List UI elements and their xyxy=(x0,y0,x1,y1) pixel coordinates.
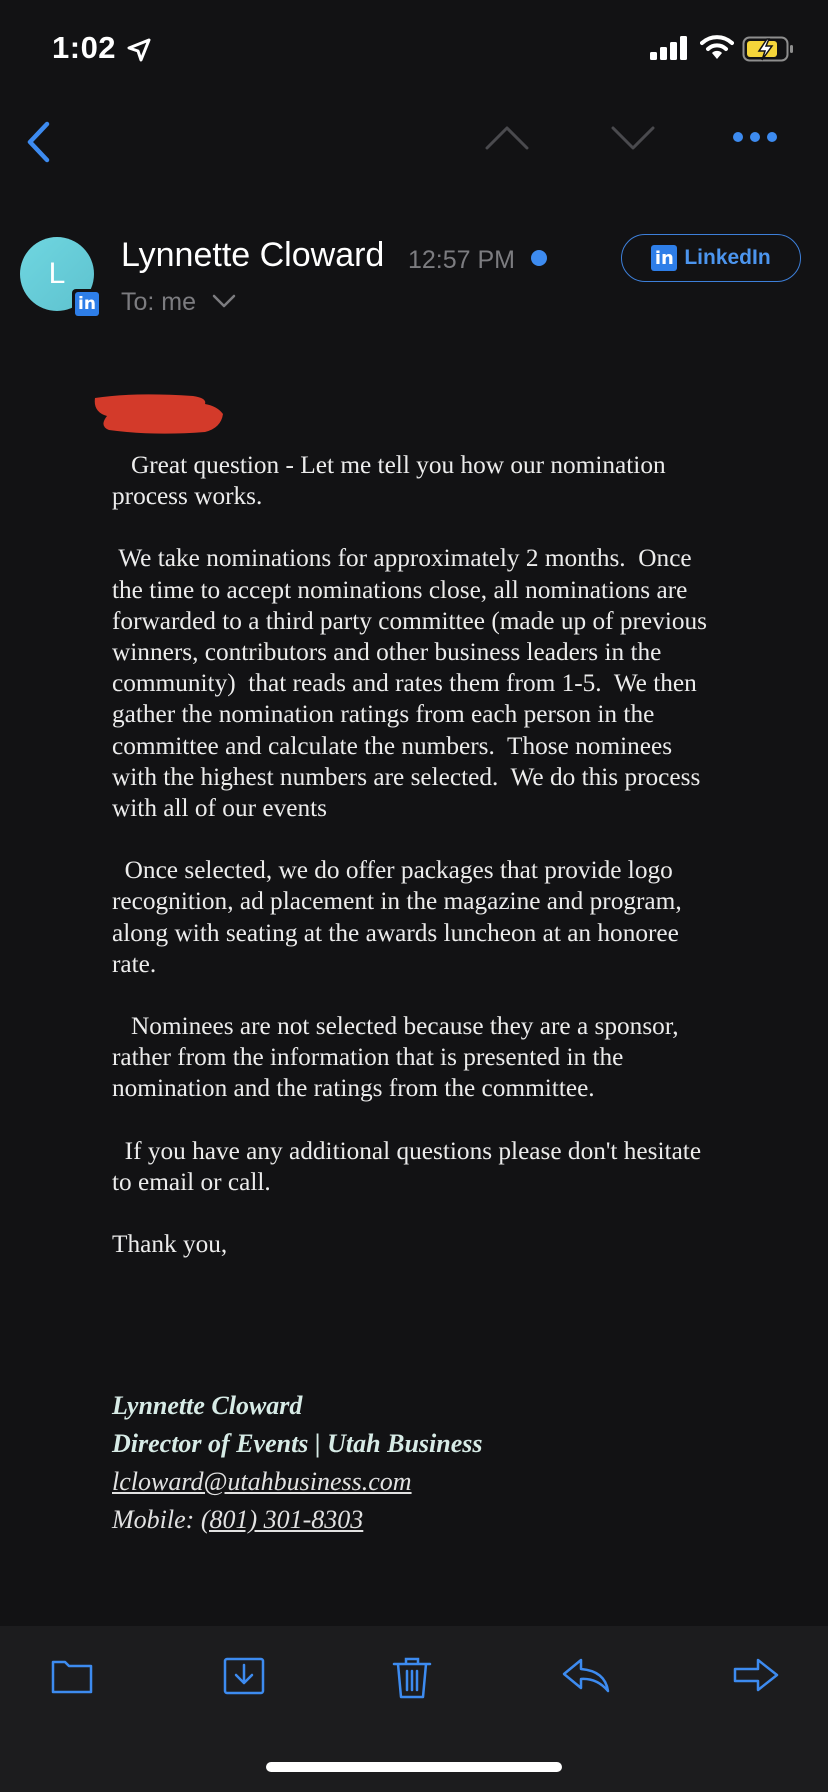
status-time: 1:02 xyxy=(52,30,117,65)
email-body xyxy=(112,450,712,1260)
email-time: 12:57 PM xyxy=(408,246,516,274)
linkedin-icon: in xyxy=(651,245,677,271)
more-icon xyxy=(732,130,778,147)
redacted-name xyxy=(93,392,225,436)
archive-icon[interactable] xyxy=(222,1656,266,1701)
linkedin-icon: in xyxy=(75,292,99,316)
back-button[interactable] xyxy=(22,120,56,164)
previous-message-icon xyxy=(484,139,530,156)
linkedin-button-label: LinkedIn xyxy=(684,246,771,269)
avatar-initial: L xyxy=(48,257,66,290)
next-message-icon xyxy=(610,139,656,156)
location-arrow-icon xyxy=(126,37,152,68)
signature-phone-link[interactable]: (801) 301-8303 xyxy=(200,1505,364,1534)
body-paragraph: If you have any additional questions please don't hesitate to email or call. xyxy=(112,1136,708,1196)
folder-icon[interactable] xyxy=(50,1656,94,1701)
chevron-down-icon[interactable] xyxy=(212,294,236,313)
recipients-toggle[interactable] xyxy=(121,288,196,317)
signature-mobile xyxy=(112,1501,732,1539)
sender-name[interactable]: Lynnette Cloward xyxy=(121,236,385,274)
signature-title: Director of Events | Utah Business xyxy=(112,1429,483,1458)
back-chevron-icon xyxy=(22,151,56,168)
wifi-icon xyxy=(700,34,734,65)
linkedin-button[interactable] xyxy=(621,234,801,282)
recipients-label: To: me xyxy=(121,288,197,316)
linkedin-badge xyxy=(72,289,102,319)
trash-icon[interactable] xyxy=(392,1656,432,1705)
forward-icon[interactable] xyxy=(732,1656,780,1701)
mobile-label: Mobile: xyxy=(112,1505,201,1534)
more-button[interactable] xyxy=(732,130,778,148)
status-bar xyxy=(0,0,828,100)
signature-name: Lynnette Cloward xyxy=(112,1391,303,1420)
body-paragraph: Once selected, we do offer packages that provide logo recognition, ad placement in the magazine and program, along with seating at the awards luncheon at an honoree rate. xyxy=(112,856,688,978)
reply-icon[interactable] xyxy=(561,1656,611,1701)
next-message-button[interactable] xyxy=(610,124,656,157)
email-signature xyxy=(112,1387,732,1539)
battery-charging-icon xyxy=(742,36,796,67)
unread-indicator xyxy=(531,250,547,266)
signature-email-link[interactable]: lcloward@utahbusiness.com xyxy=(112,1467,412,1496)
body-paragraph: Great question - Let me tell you how our nomination process works. xyxy=(112,451,672,511)
signal-icon xyxy=(650,36,690,65)
body-paragraph: We take nominations for approximately 2 months. Once the time to accept nominations close, all nominations are forwarded to a third party committee (made up of previous winners, contributors and other business leaders in the community) that reads and rates them from 1-5. We then gather the nomination ratings from each person in the committee and calculate the numbers. Those nominees with the highest numbers are selected. We do this process with all of our events xyxy=(112,544,714,823)
body-paragraph: Thank you, xyxy=(112,1230,228,1259)
previous-message-button[interactable] xyxy=(484,124,530,157)
home-indicator[interactable] xyxy=(266,1762,562,1772)
body-paragraph: Nominees are not selected because they are a sponsor, rather from the information that is presented in the nomination and the ratings from the committee. xyxy=(112,1012,685,1103)
